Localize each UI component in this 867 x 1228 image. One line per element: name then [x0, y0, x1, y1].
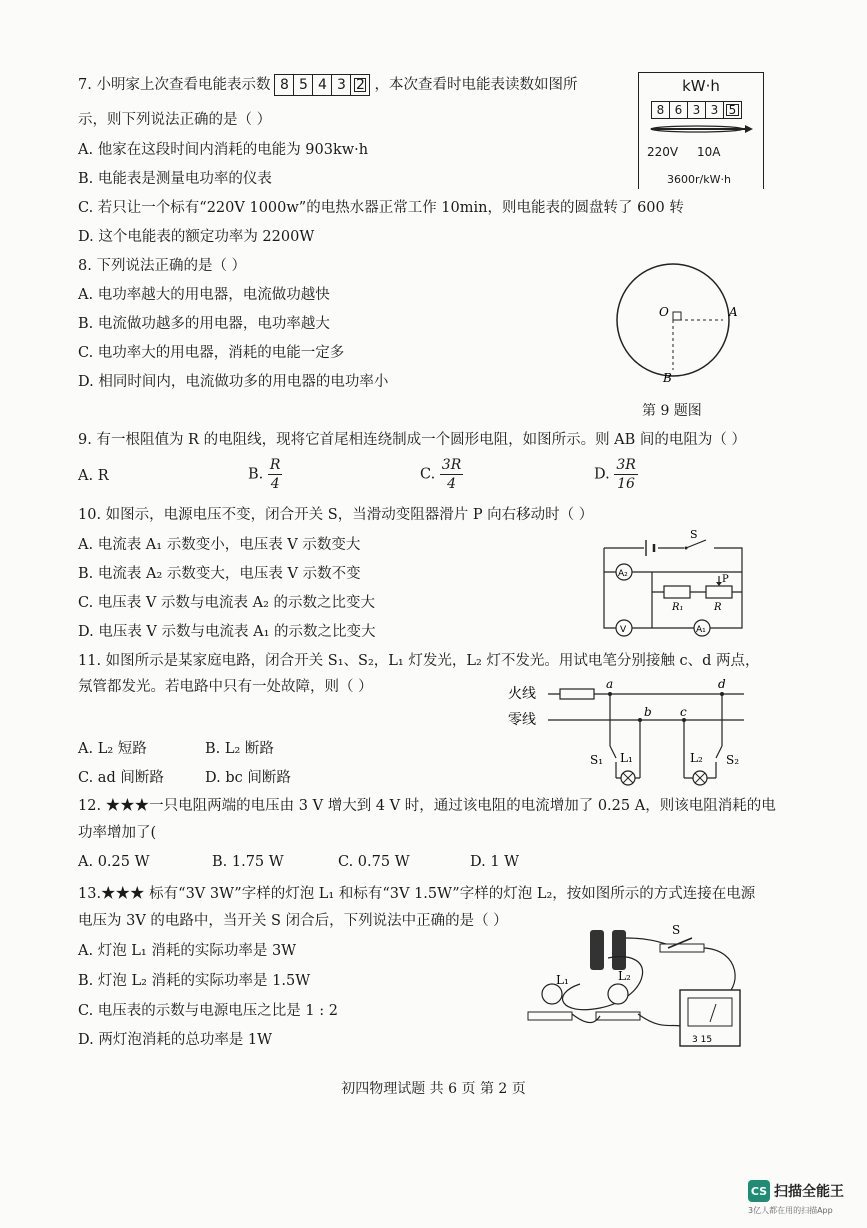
q13-stem-line1: 13.★★★ 标有“3V 3W”字样的灯泡 L₁ 和标有“3V 1.5W”字样的灯泡 L₂，按如图所示的方式连接在电源: [78, 886, 756, 902]
q13-option-d: D. 两灯泡消耗的总功率是 1W: [78, 1032, 273, 1048]
q8-option-d: D. 相同时间内，电流做功多的用电器的电功率小: [78, 374, 389, 390]
q11-label-s1: S₁: [590, 753, 604, 767]
q9-option-d: D. $\frac{3R}{16}$: [594, 457, 636, 492]
meter-disk-icon: [649, 121, 753, 137]
scanner-logo: [748, 1180, 844, 1202]
cs-badge-icon: CS: [748, 1180, 770, 1202]
q9-fig-caption: 第 9 题图: [642, 403, 702, 419]
page-footer: 初四物理试题 共 6 页 第 2 页: [341, 1081, 526, 1097]
q10-label-a1: A₁: [696, 625, 706, 635]
q9-label-a: A: [729, 305, 738, 319]
q13-label-l1: L₁: [556, 973, 569, 987]
q13-option-a: A. 灯泡 L₁ 消耗的实际功率是 3W: [78, 943, 297, 959]
q11-label-b: b: [644, 705, 652, 719]
q11-label-l1: L₁: [620, 751, 633, 765]
q10-circuit-figure: [598, 528, 748, 638]
meter-rev: 3600r/kW·h: [667, 173, 731, 186]
q13-option-b: B. 灯泡 L₂ 消耗的实际功率是 1.5W: [78, 973, 311, 989]
q12-option-a: A. 0.25 W: [78, 854, 150, 870]
q12-stem-line1: 12. ★★★一只电阻两端的电压由 3 V 增大到 4 V 时，通过该电阻的电流增加了 0.25 A，则该电阻消耗的电: [78, 798, 776, 814]
q9-stem: 9. 有一根阻值为 R 的电阻线，现将它首尾相连绕制成一个圆形电阻，如图所示。则 AB 间的电阻为（ ）: [78, 432, 747, 448]
q8-option-b: B. 电流做功越多的用电器，电功率越大: [78, 316, 330, 332]
q7-option-a: A. 他家在这段时间内消耗的电能为 903kw·h: [78, 142, 369, 158]
meter-digits: 8 6 3 3 5: [651, 101, 742, 119]
scanner-name: 扫描全能王: [774, 1184, 844, 1200]
bulb-l2-icon: [608, 984, 628, 1004]
battery-icon: [612, 930, 626, 970]
q11-stem-line1: 11. 如图所示是某家庭电路，闭合开关 S₁、S₂，L₁ 灯发光，L₂ 灯不发光。用试电笔分别接触 c、d 两点，: [78, 653, 760, 669]
q11-label-c: c: [680, 705, 687, 719]
q7-option-b: B. 电能表是测量电功率的仪表: [78, 171, 272, 187]
q13-circuit-figure: [520, 918, 752, 1050]
q7-previous-reading: 8 5 4 3 2: [274, 74, 370, 96]
q8-stem: 8. 下列说法正确的是（ ）: [78, 258, 247, 274]
q11-option-a: A. L₂ 短路: [78, 741, 147, 757]
battery-icon: [590, 930, 604, 970]
q10-label-r1: R₁: [672, 602, 684, 613]
q13-stem-line2: 电压为 3V 的电路中，当开关 S 闭合后，下列说法中正确的是（ ）: [78, 913, 508, 929]
meter-voltage: 220V: [647, 145, 679, 159]
q13-label-s: S: [672, 923, 681, 937]
q10-option-b: B. 电流表 A₂ 示数变大，电压表 V 示数不变: [78, 566, 361, 582]
bulb-l1-icon: [542, 984, 562, 1004]
q10-option-c: C. 电压表 V 示数与电流表 A₂ 的示数之比变大: [78, 595, 375, 611]
q9-option-b: B. $\frac{R}{4}$: [248, 457, 281, 492]
q11-option-b: B. L₂ 断路: [205, 741, 274, 757]
q11-label-neutral: 零线: [508, 712, 536, 728]
q11-label-live: 火线: [508, 686, 536, 702]
q11-house-circuit-figure: [504, 674, 754, 794]
q13-meter-scale: 3 15: [692, 1035, 713, 1045]
q8-option-a: A. 电功率越大的用电器，电流做功越快: [78, 287, 330, 303]
q10-label-p: P: [722, 574, 729, 585]
q13-label-l2: L₂: [618, 969, 631, 983]
q12-stem-line2: 功率增加了(: [78, 825, 157, 841]
meter-unit: kW·h: [682, 77, 720, 95]
q9-label-b: B: [663, 371, 672, 385]
q7-option-c: C. 若只让一个标有“220V 1000w”的电热水器正常工作 10min，则电能表的圆盘转了 600 转: [78, 200, 684, 216]
q9-circle-figure: [605, 258, 755, 408]
q10-label-v: V: [620, 625, 627, 635]
q9-option-a: A. R: [78, 468, 109, 484]
q12-option-c: C. 0.75 W: [338, 854, 410, 870]
q7-stem-line1: 7. 小明家上次查看电能表示数 8 5 4 3 2 ，本次查看时电能表读数如图所: [78, 74, 577, 96]
q11-label-d: d: [718, 677, 726, 691]
q10-option-d: D. 电压表 V 示数与电流表 A₁ 的示数之比变大: [78, 624, 376, 640]
q10-stem: 10. 如图示，电源电压不变，闭合开关 S，当滑动变阻器滑片 P 向右移动时（ ）: [78, 507, 594, 523]
q12-option-d: D. 1 W: [470, 854, 520, 870]
q9-label-o: O: [659, 305, 669, 319]
q13-option-c: C. 电压表的示数与电源电压之比是 1 : 2: [78, 1003, 338, 1019]
q10-label-s: S: [690, 528, 698, 541]
q10-option-a: A. 电流表 A₁ 示数变小，电压表 V 示数变大: [78, 537, 361, 553]
q8-option-c: C. 电功率大的用电器，消耗的电能一定多: [78, 345, 345, 361]
q7-energy-meter-figure: [638, 72, 764, 189]
q7-stem-line2: 示，则下列说法正确的是（ ）: [78, 112, 272, 128]
q9-option-c: C. $\frac{3R}{4}$: [420, 457, 462, 492]
q11-stem-line2: 氖管都发光。若电路中只有一处故障，则（ ）: [78, 679, 373, 695]
q11-label-l2: L₂: [690, 751, 703, 765]
q10-label-r2: R: [714, 602, 722, 613]
q11-label-s2: S₂: [726, 753, 740, 767]
q11-label-a: a: [606, 677, 614, 691]
meter-current: 10A: [697, 145, 721, 159]
q11-option-c: C. ad 间断路: [78, 770, 164, 786]
q7-option-d: D. 这个电能表的额定功率为 2200W: [78, 229, 315, 245]
scanner-subtitle: 3亿人都在用的扫描App: [748, 1206, 833, 1215]
q11-option-d: D. bc 间断路: [205, 770, 291, 786]
q12-option-b: B. 1.75 W: [212, 854, 284, 870]
q10-label-a2: A₂: [618, 569, 628, 579]
